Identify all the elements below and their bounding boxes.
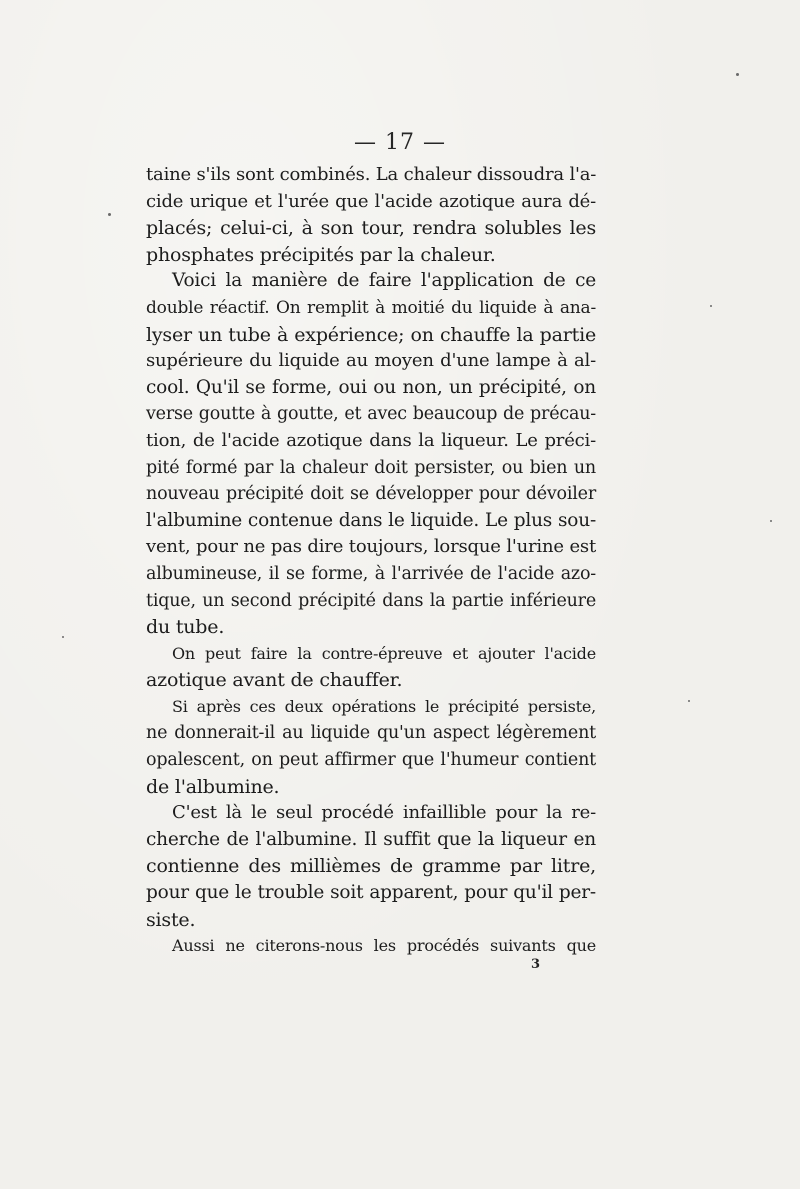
text-line: siste. [146, 908, 196, 931]
text-line: Si après ces deux opérations le précipité persiste, [172, 696, 596, 716]
text-line: supérieure du liquide au moyen d'une lampe à al- [146, 350, 596, 372]
text-line: On peut faire la contre-épreuve et ajouter l'acide [172, 643, 596, 663]
text-line: placés; celui-ci, à son tour, rendra solubles les [146, 217, 596, 240]
text-line: cool. Qu'il se forme, oui ou non, un précipité, on [146, 376, 596, 398]
text-line: ne donnerait-il au liquide qu'un aspect légèrement [146, 723, 596, 744]
text-line: du tube. [146, 616, 225, 639]
text-line: de l'albumine. [146, 775, 280, 798]
paper-speck [688, 700, 690, 702]
paper-speck [736, 73, 739, 76]
text-line: pour que le trouble soit apparent, pour qu'il per- [146, 882, 596, 904]
text-line: cherche de l'albumine. Il suffit que la liqueur en [146, 828, 596, 850]
paper-speck [108, 213, 111, 216]
text-line: nouveau précipité doit se développer pour dévoiler [146, 484, 596, 505]
text-line: verse goutte à goutte, et avec beaucoup de précau- [146, 404, 596, 425]
text-line: Voici la manière de faire l'application de ce [172, 270, 596, 292]
text-line: Aussi ne citerons-nous les procédés suivants que [172, 936, 596, 956]
signature-mark: 3 [531, 957, 541, 972]
text-line: taine s'ils sont combinés. La chaleur dissoudra l'a- [146, 164, 597, 185]
page-number: — 17 — [354, 130, 446, 155]
text-line: azotique avant de chauffer. [146, 669, 403, 692]
text-line: double réactif. On remplit à moitié du liquide à ana- [146, 297, 596, 318]
text-line: C'est là le seul procédé infaillible pour la re- [172, 802, 596, 824]
text-line: albumineuse, il se forme, à l'arrivée de l'acide azo- [146, 563, 596, 584]
text-line: l'albumine contenue dans le liquide. Le plus sou- [146, 509, 596, 531]
text-line: lyser un tube à expérience; on chauffe la partie [146, 323, 596, 346]
text-line: contienne des millièmes de gramme par litre, [146, 855, 596, 878]
text-line: pité formé par la chaleur doit persister, ou bien un [146, 457, 596, 478]
paper-speck [62, 636, 64, 638]
paper-speck [710, 305, 712, 307]
paper-speck [770, 520, 772, 522]
text-line: cide urique et l'urée que l'acide azotique aura dé- [146, 190, 596, 212]
text-line: tique, un second précipité dans la partie inférieure [146, 590, 596, 611]
text-line: tion, de l'acide azotique dans la liqueur. Le préci- [146, 429, 596, 451]
text-line: vent, pour ne pas dire toujours, lorsque l'urine est [146, 536, 596, 558]
text-line: opalescent, on peut affirmer que l'humeur contient [146, 750, 596, 771]
text-line: phosphates précipités par la chaleur. [146, 243, 496, 266]
body-text [146, 162, 596, 960]
